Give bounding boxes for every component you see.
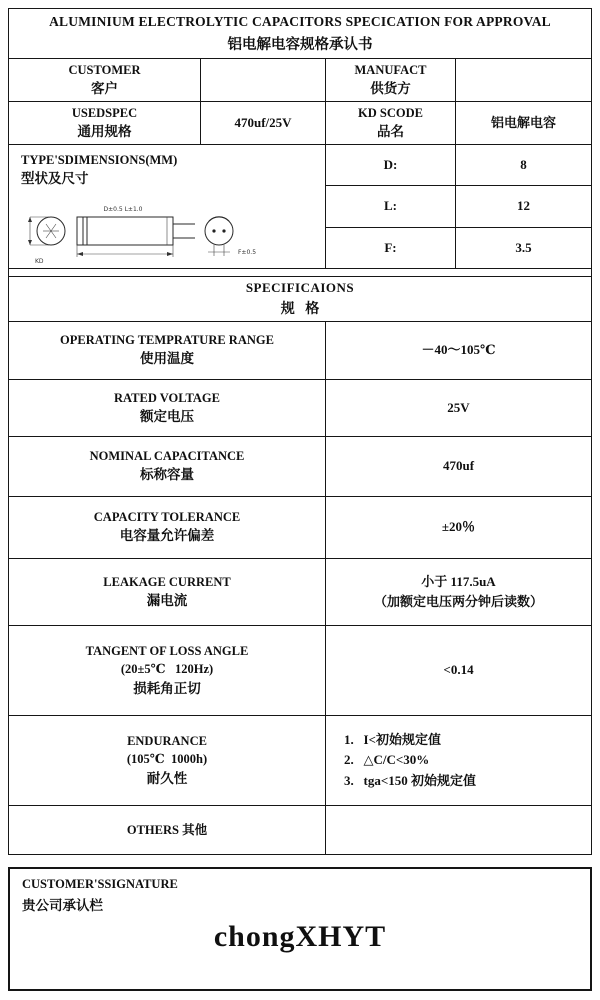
dimension-row-f xyxy=(326,228,591,268)
spec-label-cell xyxy=(9,806,326,854)
type-dimensions-label-en: TYPE'SDIMENSIONS(MM) xyxy=(21,153,178,167)
usedspec-value: 470uf/25V xyxy=(234,114,292,130)
kdscode-value: 铝电解电容 xyxy=(490,114,556,130)
spec-value-line: 1. I<初始规定值 xyxy=(344,732,441,748)
type-dimensions-cell xyxy=(9,145,326,268)
spec-row-capacity-tolerance xyxy=(9,497,591,559)
dimension-value-d: 8 xyxy=(520,157,527,173)
spec-row-rated-voltage xyxy=(9,380,591,437)
kdscode-label-cell xyxy=(326,102,456,144)
spec-label-cell xyxy=(9,716,326,805)
spec-label-line: 漏电流 xyxy=(146,592,188,608)
dimension-key-f: F: xyxy=(326,228,456,268)
usedspec-label-cn: 通用规格 xyxy=(77,123,132,139)
spec-label-line: RATED VOLTAGE xyxy=(114,390,220,405)
spec-value-cell xyxy=(326,716,591,805)
spec-label-cell xyxy=(9,437,326,496)
spec-label-line: 标称容量 xyxy=(140,467,194,483)
usedspec-label-en: USEDSPEC xyxy=(71,105,138,120)
spec-label-line: CAPACITY TOLERANCE xyxy=(93,510,241,525)
spec-value-line: （加额定电压两分钟后读数） xyxy=(373,594,543,609)
spec-value-line: <0.14 xyxy=(443,662,474,678)
title-english: ALUMINIUM ELECTROLYTIC CAPACITORS SPECICATION FOR APPROVAL xyxy=(49,13,551,29)
spec-value-line: 470uf xyxy=(442,458,475,474)
spec-row-operating-temperature xyxy=(9,322,591,380)
dimension-values-grid xyxy=(326,145,591,268)
kdscode-label-cn: 品名 xyxy=(377,123,404,139)
spec-label-cell xyxy=(9,626,326,715)
spec-value-line: 3. tga<150 初始规定值 xyxy=(344,772,476,788)
spec-row-nominal-capacitance xyxy=(9,437,591,497)
customer-label-cn: 客户 xyxy=(91,80,118,96)
spec-label-line: 耐久性 xyxy=(146,770,188,786)
spec-value-line: ±20％ xyxy=(441,519,476,535)
spec-value-line: －40～105℃ xyxy=(421,342,496,358)
diagram-corner-annotation: KD xyxy=(35,258,44,266)
specifications-header xyxy=(9,277,591,322)
specifications-header-en: SPECIFICAIONS xyxy=(245,280,355,295)
usedspec-label-cell xyxy=(9,102,201,144)
dimension-value-l: 12 xyxy=(517,198,530,214)
dimension-row-d xyxy=(326,145,591,186)
signature-label-cn: 贵公司承认栏 xyxy=(22,898,103,913)
spec-label-line: 使用温度 xyxy=(140,351,194,367)
spec-label-line: 电容量允许偏差 xyxy=(119,528,215,544)
spec-row-others xyxy=(9,806,591,854)
spec-label-line: TANGENT OF LOSS ANGLE xyxy=(85,644,249,659)
customer-label-en: CUSTOMER xyxy=(68,62,141,77)
spec-label-line: LEAKAGE CURRENT xyxy=(103,574,231,589)
dimension-value-f: 3.5 xyxy=(515,239,532,255)
spec-value-cell xyxy=(326,626,591,715)
spec-value-cell xyxy=(326,559,591,625)
customer-label-cell xyxy=(9,59,201,101)
spec-row-leakage-current xyxy=(9,559,591,626)
manufact-value-cell xyxy=(456,59,591,101)
kdscode-label-en: KD SCODE xyxy=(358,105,423,120)
dimension-row-l xyxy=(326,186,591,227)
customer-value-cell xyxy=(201,59,326,101)
dimensions-row xyxy=(9,145,591,269)
spec-label-line: ENDURANCE xyxy=(127,734,207,749)
spec-value-cell xyxy=(326,806,591,854)
type-dimensions-label-cn: 型状及尺寸 xyxy=(21,171,89,187)
title-chinese: 铝电解电容规格承认书 xyxy=(227,36,373,53)
spec-label-line: (105℃ 1000h) xyxy=(126,752,208,767)
dimension-key-l: L: xyxy=(326,186,456,226)
type-dimensions-label xyxy=(9,145,187,189)
spec-value-line: 25V xyxy=(447,399,470,415)
spec-label-line: 损耗角正切 xyxy=(133,680,201,696)
signature-label-en: CUSTOMER'SSIGNATURE xyxy=(22,877,178,891)
spec-value-cell xyxy=(326,437,591,496)
customer-manufact-row xyxy=(9,59,591,102)
manufact-label-cell xyxy=(326,59,456,101)
spec-value-line: 2. △C/C<30% xyxy=(344,752,430,768)
kdscode-value-cell xyxy=(456,102,591,144)
spec-label-line: NOMINAL CAPACITANCE xyxy=(89,449,245,464)
spec-label-line: 额定电压 xyxy=(140,408,194,424)
spec-value-cell xyxy=(326,322,591,379)
spec-value-cell xyxy=(326,497,591,558)
spec-label-line: OTHERS 其他 xyxy=(126,822,208,837)
spec-label-cell xyxy=(9,380,326,436)
spec-label-cell xyxy=(9,497,326,558)
capacitor-outline-diagram xyxy=(23,193,293,265)
spec-table xyxy=(8,8,592,855)
dimension-key-d: D: xyxy=(326,145,456,185)
manufact-label-en: MANUFACT xyxy=(354,62,427,77)
usedspec-value-cell xyxy=(201,102,326,144)
spec-label-cell xyxy=(9,322,326,379)
spec-row-endurance xyxy=(9,716,591,806)
document-title xyxy=(9,9,591,59)
signature-box xyxy=(8,867,592,991)
spec-label-line: OPERATING TEMPRATURE RANGE xyxy=(60,333,274,348)
spec-row-tangent-loss-angle xyxy=(9,626,591,716)
spec-value-line: 小于 117.5uA xyxy=(421,573,496,589)
diagram-pitch-annotation: F±0.5 xyxy=(237,249,257,257)
specifications-header-cn: 规 格 xyxy=(280,302,320,317)
diagram-top-annotation: D±0.5 L±1.0 xyxy=(103,206,143,214)
usedspec-kdscode-row xyxy=(9,102,591,145)
spec-label-cell xyxy=(9,559,326,625)
manufact-label-cn: 供货方 xyxy=(370,80,411,96)
customer-signature: chongXHYT xyxy=(213,920,387,953)
spacer-row xyxy=(9,269,591,277)
spec-label-line: (20±5℃ 120Hz) xyxy=(120,662,214,677)
spec-value-cell xyxy=(326,380,591,436)
